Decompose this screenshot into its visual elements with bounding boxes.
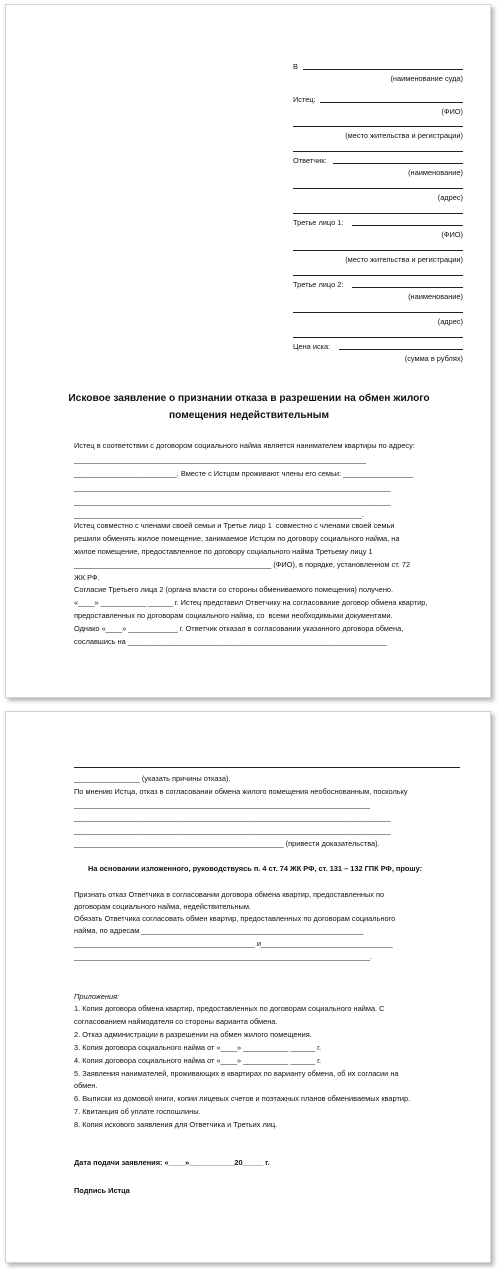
body-line: сославшись на _______________________________________________________________ [74, 637, 387, 646]
third2-address-line [293, 312, 463, 313]
third2-name-caption: (наименование) [408, 292, 463, 301]
body-line: _____________________________________________________________________________ [74, 497, 391, 506]
third1-line [352, 225, 463, 226]
third1-residence-caption: (место жительства и регистрации) [345, 255, 463, 264]
plaintiff-line [320, 102, 463, 103]
attachment-item: 2. Отказ администрации в разрешении на обмен жилого помещения. [74, 1030, 312, 1039]
body-line: жилое помещение, предоставленное по договору социального найма Третьему лицу 1 [74, 547, 373, 556]
attachment-item: 3. Копия договора социального найма от «____» ___________ ______ г. [74, 1043, 322, 1052]
body-line: ________________ (указать причины отказа). [74, 774, 231, 783]
body-line: _____________________________________________________________________________ [74, 813, 391, 822]
attachment-item: 7. Квитанция об уплате госпошлины. [74, 1107, 201, 1116]
claim-price-line [339, 349, 463, 350]
body-line: решили обменять жилое помещение, занимаемое Истцом по договору социального найма, на [74, 534, 400, 543]
defendant-name-caption: (наименование) [408, 168, 463, 177]
plaintiff-residence-line [293, 126, 463, 127]
body-line: _________________________. Вместе с Истцом проживают члены его семьи: _________________ [74, 469, 413, 478]
body-line: Однако «____» ____________ г. Ответчик отказал в согласовании указанного договора обмена, [74, 624, 404, 633]
third2-address-caption: (адрес) [437, 317, 463, 326]
attachment-item: 6. Выписки из домовой книги, копии лицевых счетов и поэтажных планов обмениваемых квартир. [74, 1094, 411, 1103]
request-line: договорам социального найма, недействительным. [74, 902, 251, 911]
third2-address-line-2 [293, 337, 463, 338]
body-line: Истец в соответствии с договором социального найма является нанимателем квартиры по адресу: [74, 441, 415, 450]
document-title: Исковое заявление о признании отказа в разрешении на обмен жилого помещения недействительным [68, 393, 430, 421]
third1-residence-line [293, 250, 463, 251]
attachment-item: согласованием наймодателя со стороны варианта обмена. [74, 1017, 278, 1026]
request-line: ____________________________________________ и________________________________ [74, 939, 393, 948]
third1-residence-line-2 [293, 275, 463, 276]
signature-label: Подпись Истца [74, 1186, 130, 1195]
reason-line [74, 767, 460, 768]
body-line: _____________________________________________________________________________ [74, 483, 391, 492]
defendant-address-line-2 [293, 213, 463, 214]
request-line: Признать отказ Ответчика в согласовании договора обмена квартир, предоставленных по [74, 890, 385, 899]
defendant-line [333, 163, 463, 164]
defendant-label: Ответчик: [293, 156, 327, 165]
body-line: «____» ___________ ______ г. Истец представил Ответчику на согласование договор обмена квартир, [74, 598, 428, 607]
body-line: ______________________________________________________________________. [74, 510, 364, 519]
plaintiff-residence-line-2 [293, 151, 463, 152]
court-line [303, 69, 463, 70]
body-line: По мнению Истца, отказ в согласовании обмена жилого помещения необоснованным, поскольку [74, 787, 408, 796]
court-caption: (наименование суда) [390, 74, 463, 83]
body-line: предоставленных по договорам социального найма, со всеми необходимыми документами. [74, 611, 393, 620]
body-line: Согласие Третьего лица 2 (органа власти со стороны обмениваемого помещения) получено. [74, 585, 394, 594]
body-line: ___________________________________________________ (привести доказательства). [74, 839, 380, 848]
body-line: ________________________________________________________________________ [74, 800, 370, 809]
document-page-2 [5, 711, 491, 1263]
attachments-title: Приложения: [74, 992, 120, 1001]
attachment-item: обмен. [74, 1081, 98, 1090]
attachment-item: 1. Копия договора обмена квартир, предоставленных по договорам социального найма. С [74, 1004, 385, 1013]
document-page-1 [5, 4, 491, 698]
body-line: _____________________________________________________________________________ [74, 826, 391, 835]
body-line: ЖК РФ. [74, 573, 100, 582]
attachment-item: 4. Копия договора социального найма от «____» ___________ ______ г. [74, 1056, 322, 1065]
attachment-item: 8. Копия искового заявления для Ответчика и Третьих лиц. [74, 1120, 278, 1129]
claim-price-caption: (сумма в рублях) [404, 354, 463, 363]
request-line: найма, по адресам ______________________________________________________ [74, 926, 364, 935]
claim-price-label: Цена иска: [293, 342, 331, 351]
body-line: _______________________________________________________________________ [74, 455, 366, 464]
court-prefix: В [293, 62, 298, 71]
third1-label: Третье лицо 1: [293, 218, 344, 227]
third2-line [352, 287, 463, 288]
body-line: ________________________________________________ (ФИО), в порядке, установленном ст. 72 [74, 560, 411, 569]
request-line: Обязать Ответчика согласовать обмен квартир, предоставленных по договорам социального [74, 914, 396, 923]
defendant-address-line [293, 188, 463, 189]
plaintiff-label: Истец: [293, 95, 316, 104]
plaintiff-fio-caption: (ФИО) [441, 107, 463, 116]
plaintiff-residence-caption: (место жительства и регистрации) [345, 131, 463, 140]
defendant-address-caption: (адрес) [437, 193, 463, 202]
request-line: ________________________________________________________________________. [74, 952, 372, 961]
filing-date: Дата подачи заявления: «____»___________20_____ г. [74, 1158, 270, 1167]
third2-label: Третье лицо 2: [293, 280, 344, 289]
third1-fio-caption: (ФИО) [441, 230, 463, 239]
basis-heading: На основании изложенного, руководствуясь п. 4 ст. 74 ЖК РФ, ст. 131 – 132 ГПК РФ, прошу: [88, 864, 423, 873]
attachment-item: 5. Заявления нанимателей, проживающих в квартирах по варианту обмена, об их согласии на [74, 1069, 399, 1078]
body-line: Истец совместно с членами своей семьи и Третье лицо 1 совместно с членами своей семьи [74, 521, 395, 530]
